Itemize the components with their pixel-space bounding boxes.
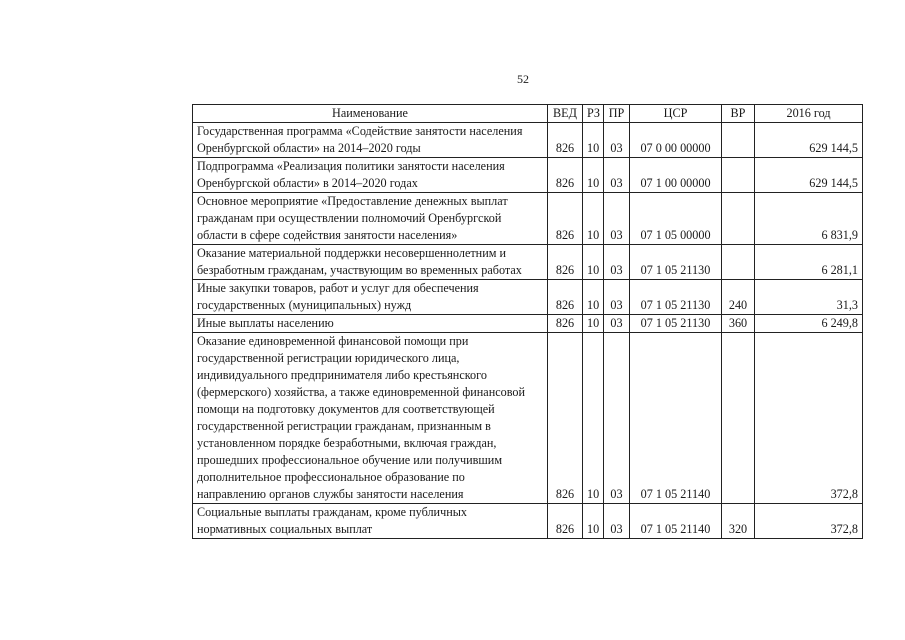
row-rz: 10 bbox=[583, 193, 604, 245]
row-csr: 07 1 05 21140 bbox=[630, 333, 722, 504]
row-name-line: безработным гражданам, участвующим во временных работах bbox=[197, 263, 522, 277]
row-ved: 826 bbox=[548, 280, 583, 315]
row-name-line: области в сфере содействия занятости населения» bbox=[197, 228, 458, 242]
row-amount: 31,3 bbox=[755, 280, 863, 315]
row-amount: 6 249,8 bbox=[755, 315, 863, 333]
row-vr: 360 bbox=[722, 315, 755, 333]
row-ved: 826 bbox=[548, 333, 583, 504]
table-body bbox=[193, 123, 863, 539]
row-name-line: Социальные выплаты гражданам, кроме публичных bbox=[197, 505, 467, 519]
row-pr: 03 bbox=[604, 158, 630, 193]
row-name-line: Государственная программа «Содействие занятости населения bbox=[197, 124, 523, 138]
row-rz: 10 bbox=[583, 245, 604, 280]
header-csr: ЦСР bbox=[630, 105, 722, 123]
row-vr bbox=[722, 158, 755, 193]
row-name bbox=[193, 333, 548, 504]
table-row bbox=[193, 333, 863, 504]
row-name-line: государственных (муниципальных) нужд bbox=[197, 298, 412, 312]
table-header-row bbox=[193, 105, 863, 123]
table-row bbox=[193, 123, 863, 158]
row-amount: 372,8 bbox=[755, 333, 863, 504]
row-name-line: гражданам при осуществлении полномочий Оренбургской bbox=[197, 211, 502, 225]
row-ved: 826 bbox=[548, 504, 583, 539]
header-rz: РЗ bbox=[583, 105, 604, 123]
row-rz: 10 bbox=[583, 315, 604, 333]
row-name-line: (фермерского) хозяйства, а также единовременной финансовой bbox=[197, 385, 526, 399]
row-rz: 10 bbox=[583, 123, 604, 158]
row-name-line: Оренбургской области» в 2014–2020 годах bbox=[197, 176, 418, 190]
row-name-line: индивидуального предпринимателя либо крестьянского bbox=[197, 368, 487, 382]
row-csr: 07 0 00 00000 bbox=[630, 123, 722, 158]
row-pr: 03 bbox=[604, 193, 630, 245]
row-pr: 03 bbox=[604, 280, 630, 315]
row-name bbox=[193, 193, 548, 245]
row-name bbox=[193, 315, 548, 333]
row-name-line: прошедших профессиональное обучение или получившим bbox=[197, 453, 503, 467]
header-year: 2016 год bbox=[755, 105, 863, 123]
row-amount: 6 281,1 bbox=[755, 245, 863, 280]
row-name-line: Подпрограмма «Реализация политики занятости населения bbox=[197, 159, 505, 173]
row-name-line: Иные закупки товаров, работ и услуг для обеспечения bbox=[197, 281, 479, 295]
row-name-line: Оренбургской области» на 2014–2020 годы bbox=[197, 141, 421, 155]
table-row bbox=[193, 193, 863, 245]
table-row bbox=[193, 315, 863, 333]
budget-table bbox=[192, 104, 863, 539]
row-name-line: Основное мероприятие «Предоставление денежных выплат bbox=[197, 194, 508, 208]
table-row bbox=[193, 504, 863, 539]
row-name-line: направлению органов службы занятости населения bbox=[197, 487, 464, 501]
row-vr: 240 bbox=[722, 280, 755, 315]
row-pr: 03 bbox=[604, 333, 630, 504]
header-vr: ВР bbox=[722, 105, 755, 123]
row-amount: 6 831,9 bbox=[755, 193, 863, 245]
row-rz: 10 bbox=[583, 158, 604, 193]
row-amount: 372,8 bbox=[755, 504, 863, 539]
row-name bbox=[193, 158, 548, 193]
table-row bbox=[193, 245, 863, 280]
row-ved: 826 bbox=[548, 245, 583, 280]
header-name: Наименование bbox=[193, 105, 548, 123]
row-csr: 07 1 05 21140 bbox=[630, 504, 722, 539]
table-row bbox=[193, 280, 863, 315]
row-name-line: нормативных социальных выплат bbox=[197, 522, 373, 536]
row-name bbox=[193, 245, 548, 280]
row-name bbox=[193, 504, 548, 539]
table-row bbox=[193, 158, 863, 193]
row-amount: 629 144,5 bbox=[755, 158, 863, 193]
row-amount: 629 144,5 bbox=[755, 123, 863, 158]
row-vr bbox=[722, 123, 755, 158]
row-vr bbox=[722, 333, 755, 504]
row-name-line: Иные выплаты населению bbox=[197, 316, 334, 330]
row-pr: 03 bbox=[604, 123, 630, 158]
header-ved: ВЕД bbox=[548, 105, 583, 123]
row-ved: 826 bbox=[548, 123, 583, 158]
row-name-line: дополнительное профессиональное образование по bbox=[197, 470, 465, 484]
row-csr: 07 1 05 00000 bbox=[630, 193, 722, 245]
row-pr: 03 bbox=[604, 315, 630, 333]
row-rz: 10 bbox=[583, 280, 604, 315]
row-pr: 03 bbox=[604, 245, 630, 280]
row-ved: 826 bbox=[548, 315, 583, 333]
row-name-line: Оказание материальной поддержки несовершеннолетним и bbox=[197, 246, 507, 260]
row-csr: 07 1 05 21130 bbox=[630, 315, 722, 333]
row-name bbox=[193, 123, 548, 158]
row-vr bbox=[722, 193, 755, 245]
row-name-line: Оказание единовременной финансовой помощи при bbox=[197, 334, 469, 348]
row-rz: 10 bbox=[583, 504, 604, 539]
row-csr: 07 1 00 00000 bbox=[630, 158, 722, 193]
row-ved: 826 bbox=[548, 158, 583, 193]
header-pr: ПР bbox=[604, 105, 630, 123]
row-csr: 07 1 05 21130 bbox=[630, 280, 722, 315]
page-number: 52 bbox=[517, 72, 529, 86]
row-rz: 10 bbox=[583, 333, 604, 504]
row-ved: 826 bbox=[548, 193, 583, 245]
row-name bbox=[193, 280, 548, 315]
row-vr bbox=[722, 245, 755, 280]
row-name-line: помощи на подготовку документов для соответствующей bbox=[197, 402, 495, 416]
row-name-line: государственной регистрации юридического лица, bbox=[197, 351, 460, 365]
row-vr: 320 bbox=[722, 504, 755, 539]
row-name-line: установленном порядке безработными, включая граждан, bbox=[197, 436, 497, 450]
row-csr: 07 1 05 21130 bbox=[630, 245, 722, 280]
row-pr: 03 bbox=[604, 504, 630, 539]
row-name-line: государственной регистрации гражданам, признанным в bbox=[197, 419, 491, 433]
